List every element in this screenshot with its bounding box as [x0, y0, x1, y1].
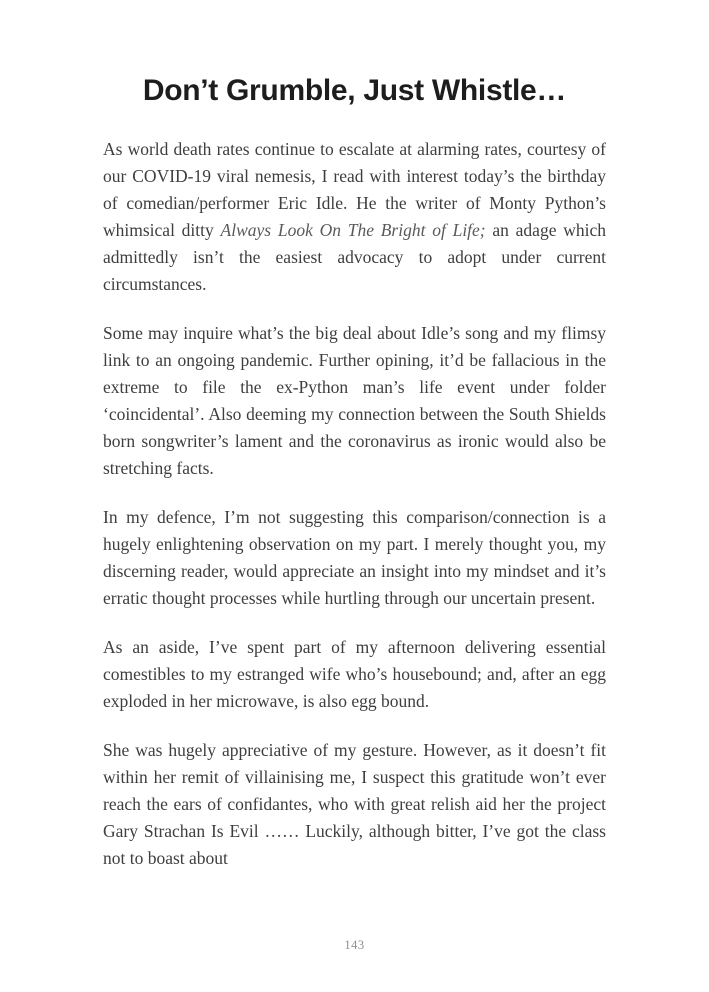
text-run: Some may inquire what’s the big deal about Idle’s song and my flimsy link to an ongoing pandemic. Further opining, it’d be fallacious in the extreme to file the ex-Python man’s life event under folder ‘coincidental’. Also deeming my connection between the South Shields born songwriter’s lament and the coronavirus as ironic would also be stretching facts. — [103, 323, 606, 478]
article-body — [103, 136, 606, 872]
text-run: As world death rates continue to escalate at alarming rates, courtesy of our COVID-19 viral nemesis, I read with interest today’s the birthday of comedian/performer Eric Idle. He the writer of Monty Python’s whimsical ditty — [103, 139, 606, 240]
paragraph — [103, 634, 606, 715]
paragraph — [103, 504, 606, 612]
paragraph — [103, 136, 606, 298]
text-run: She was hugely appreciative of my gesture. However, as it doesn’t fit within her remit of villainising me, I suspect this gratitude won’t ever reach the ears of confidantes, who with great relish aid her the project Gary Strachan Is Evil …… Luckily, although bitter, I’ve got the class not to boast about — [103, 740, 606, 868]
text-run: In my defence, I’m not suggesting this comparison/connection is a hugely enlightening observation on my part. I merely thought you, my discerning reader, would appreciate an insight into my mindset and it’s erratic thought processes while hurtling through our uncertain present. — [103, 507, 606, 608]
paragraph — [103, 320, 606, 482]
paragraph — [103, 737, 606, 872]
italic-text-run: Always Look On The Bright of Life; — [220, 220, 486, 240]
text-run: an adage which admittedly isn’t the easiest advocacy to adopt under current circumstances. — [103, 220, 606, 294]
page-title: Don’t Grumble, Just Whistle… — [142, 74, 567, 107]
page-number: 143 — [344, 938, 365, 952]
text-run: As an aside, I’ve spent part of my afternoon delivering essential comestibles to my estranged wife who’s housebound; and, after an egg exploded in her microwave, is also egg bound. — [103, 637, 606, 711]
